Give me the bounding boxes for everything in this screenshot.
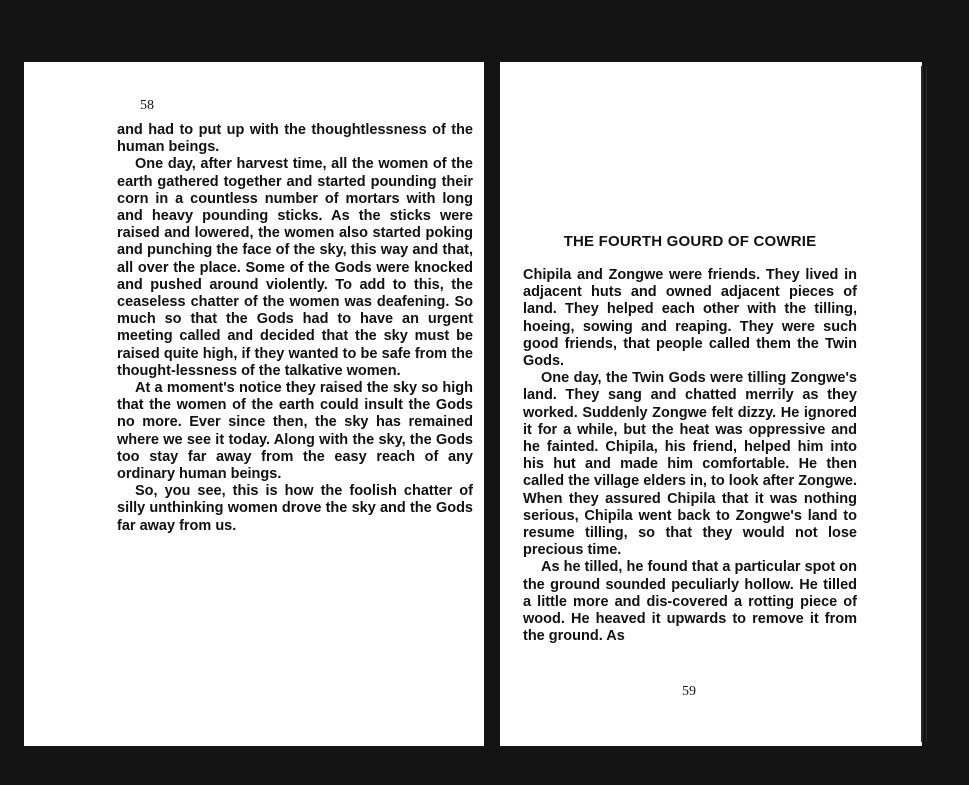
book-gutter [484,58,500,750]
chapter-title: THE FOURTH GOURD OF COWRIE [563,233,817,250]
left-page-number: 58 [140,98,154,113]
page-edge-line [926,66,927,742]
paragraph: As he tilled, he found that a particular spot on the ground sounded peculiarly hollow. He tilled a little more and dis-covered a rotting piece of wood. He heaved it upwards to remove it from the ground. As [523,559,857,645]
page-edge-line [921,66,923,742]
paragraph: At a moment's notice they raised the sky so high that the women of the earth could insult the Gods no more. Ever since then, the sky has remained where we see it today. Along with the sky, the Gods too stay far away from the easy reach of any ordinary human beings. [117,380,473,483]
paragraph: One day, the Twin Gods were tilling Zongwe's land. They sang and chatted merrily as they worked. Suddenly Zongwe felt dizzy. He ignored it for a while, but the heat was oppressive and he fainted. Chipila, his friend, helped him into his hut and made him comfortable. He then called the village elders in, to look after Zongwe. When they assured Chipila that it was nothing serious, Chipila went back to Zongwe's land to resume tilling, so that they would not lose precious time. [523,370,857,559]
paragraph: So, you see, this is how the foolish chatter of silly unthinking women drove the sky and the Gods far away from us. [117,483,473,534]
right-page-text [523,267,857,645]
paragraph: and had to put up with the thoughtlessness of the human beings. [117,122,473,156]
paragraph: Chipila and Zongwe were friends. They lived in adjacent huts and owned adjacent pieces of land. They helped each other with the tilling, hoeing, sowing and reaping. They were such good friends, that people called them the Twin Gods. [523,267,857,370]
paragraph: One day, after harvest time, all the women of the earth gathered together and started pounding their corn in a countless number of mortars with long and heavy pounding sticks. As the sticks were raised and lowered, the women also started poking and punching the face of the sky, this way and that, all over the place. Some of the Gods were knocked and pushed around violently. To add to this, the ceaseless chatter of the women was deafening. So much so that the Gods had to have an urgent meeting called and decided that the sky must be raised quite high, if they wanted to be safe from the thought-lessness of the talkative women. [117,156,473,379]
right-page-number: 59 [682,684,696,699]
left-page-text [117,122,473,535]
